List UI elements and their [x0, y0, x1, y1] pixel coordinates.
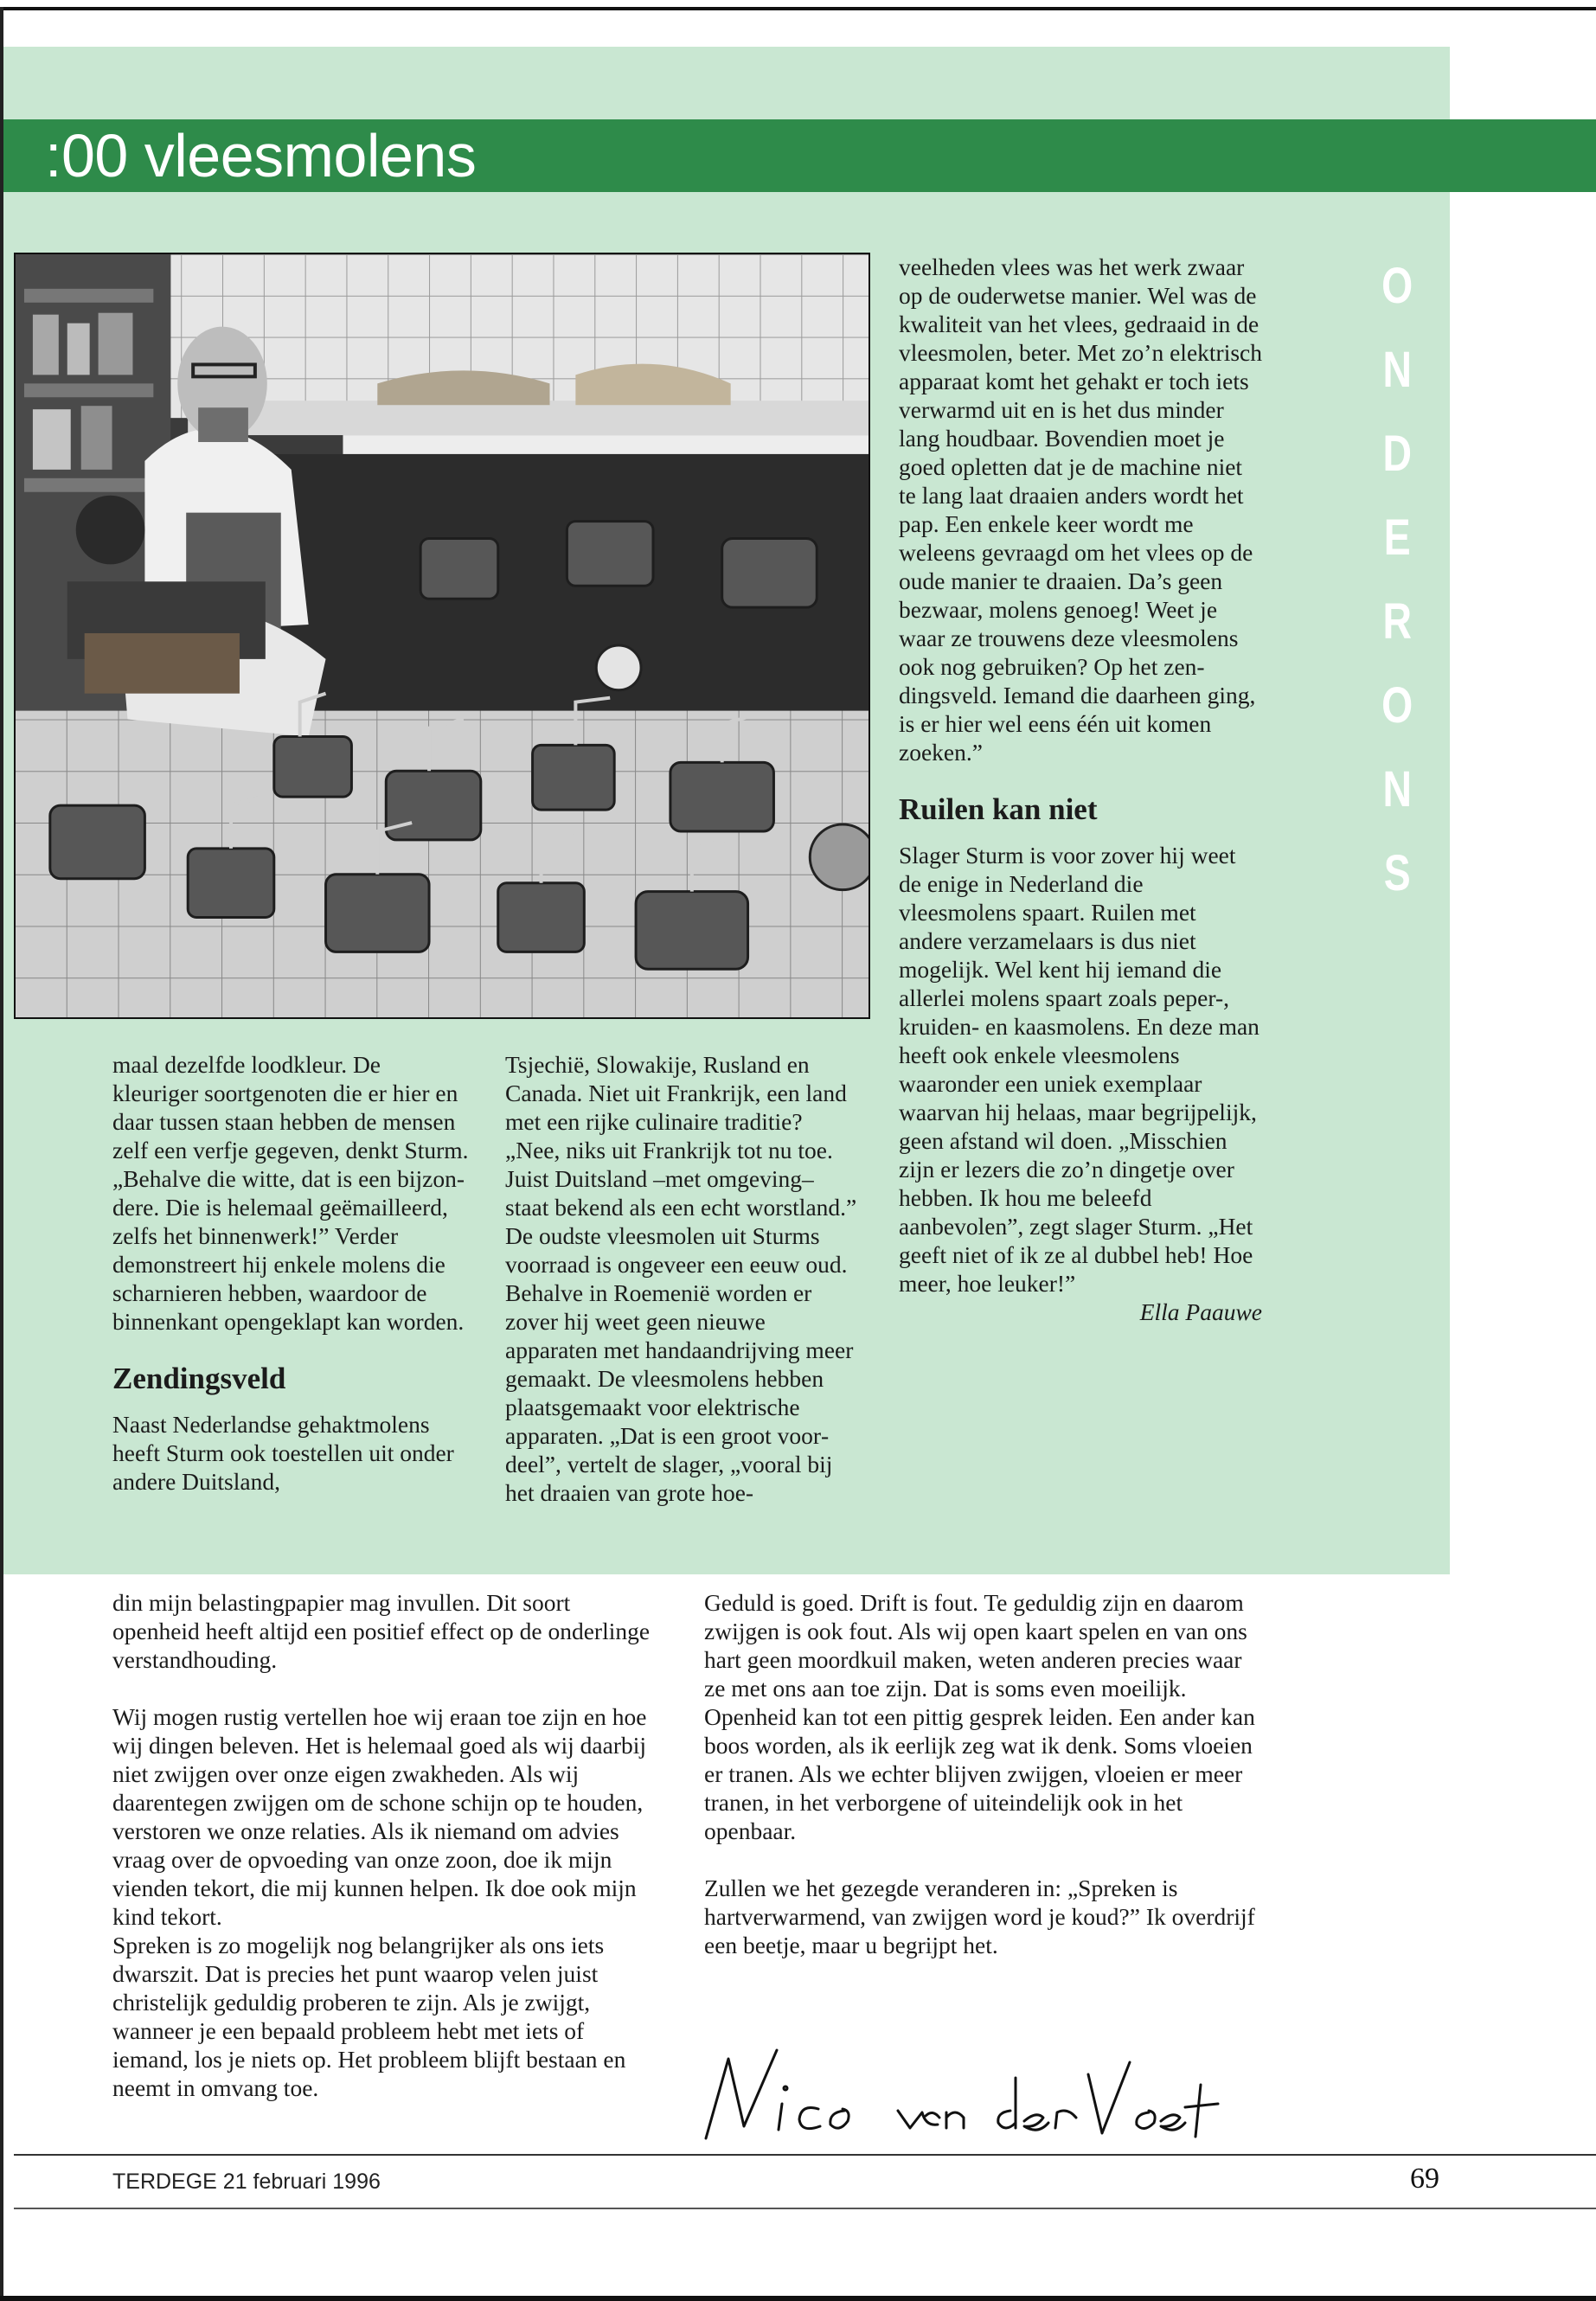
photo-illustration [16, 254, 869, 1017]
page-frame-bottom [0, 2296, 1596, 2301]
butcher-with-meat-grinders-photo [14, 253, 870, 1019]
column-paragraph: Wij mogen rustig vertellen hoe wij eraan toe zijn en hoe wij dingen beleven. Het is helemaal goed als wij daarbij niet zwijgen over onze eigen zwakheden. Als wij daarentegen zwijgen om de schone schijn op te houden, verstoren we onze relaties. Als ik niemand om advies vraag over de opvoeding van onze zoon, doe ik mijn vienden tekort, die mij kunnen helpen. Ik doe ook mijn kind tekort. [112, 1703, 647, 1930]
article-column-2 [505, 1050, 860, 1507]
signature-drawing [699, 2043, 1235, 2147]
section-label-letter: O [1381, 258, 1414, 314]
subheading-ruilen-kan-niet: Ruilen kan niet [899, 792, 1098, 826]
section-label-letter: D [1382, 426, 1413, 482]
article-column-1 [112, 1050, 471, 1496]
publication-credit: TERDEGE 21 februari 1996 [112, 2170, 381, 2194]
page-frame-top [0, 7, 1596, 10]
section-label-letter: O [1381, 677, 1414, 734]
column-paragraph: Zullen we het gezegde veranderen in: „Spreken is hartverwarmend, van zwijgen word je koud?” Ik overdrijf een beetje, maar u begrijpt het. [704, 1875, 1255, 1958]
article-paragraph: veelheden vlees was het werk zwaar op de ouderwetse manier. Wel was de kwaliteit van het vlees, gedraaid in de vleesmolen, beter. Met zo’n elektrisch apparaat komt het gehakt er toch iets verwarmd uit en is het dus minder lang houdbaar. Bovendien moet je goed opletten dat je de machine niet te lang laat draaien anders wordt het pap. Een enkele keer wordt me weleens gevraagd om het vlees op de oude manier te draaien. Da’s geen bezwaar, molens genoeg! Weet je waar ze trouwens deze vleesmolens ook nog gebruiken? Op het zendingsveld. Iemand die daarheen ging, is er hier wel eens één uit komen zoeken.” [899, 253, 1262, 766]
author-credit: Ella Paauwe [1139, 1298, 1262, 1325]
column-text-left [112, 1588, 657, 2102]
footer-rule-bottom [14, 2208, 1596, 2209]
article-paragraph: Slager Sturm is voor zover hij weet de enige in Nederland die vleesmolens spaart. Ruilen met andere verzamelaars is dus niet mogelijk. Wel kent hij iemand die allerlei molens spaart zoals peper-, kruiden- en kaasmolens. En deze man heeft ook enkele vleesmolens waaronder een uniek exemplaar waarvan hij helaas, maar begrijpelijk, geen afstand wil doen. „Misschien zijn er lezers die zo’n dingetje over hebben. Ik hou me beleefd aanbevolen”, zegt slager Sturm. „Het geeft niet of ik ze al dubbel heb! Hoe meer, hoe leuker!” [899, 842, 1259, 1297]
subheading-zendingsveld: Zendingsveld [112, 1362, 286, 1395]
section-label-letter: E [1383, 510, 1413, 566]
page-title: :00 vleesmolens [45, 122, 477, 189]
section-label-letter: N [1382, 761, 1413, 817]
section-label-letter: S [1383, 845, 1413, 901]
column-paragraph: Spreken is zo mogelijk nog belangrijker als ons iets dwarszit. Dat is precies het punt waarop velen juist christelijk geduldig proberen te zijn. Als je zwijgt, wanneer je een bepaald probleem hebt met iets of iemand, los je niets op. Het probleem blijft bestaan en neemt in omvang toe. [112, 1932, 626, 2101]
column-text-right [704, 1588, 1258, 1959]
article-column-3 [899, 253, 1262, 1326]
column-paragraph: din mijn belastingpapier mag invullen. Dit soort openheid heeft altijd een positief effect op de onderlinge verstandhouding. [112, 1589, 651, 1673]
section-label-letter: N [1382, 342, 1413, 398]
handwritten-signature [699, 2043, 1235, 2147]
section-label-letter: R [1382, 593, 1413, 650]
footer-rule [14, 2154, 1596, 2156]
section-label-onderons [1363, 244, 1433, 919]
article-paragraph: maal dezelfde loodkleur. De kleuriger soortgenoten die er hier en daar tussen staan hebben de mensen zelf een verfje gegeven, denkt Sturm. „Behalve die witte, dat is een bijzondere. Die is helemaal geëmailleerd, zelfs het binnenwerk!” Verder demonstreert hij enkele molens die scharnieren hebben, waardoor de binnenkant opengeklapt kan worden. [112, 1051, 469, 1335]
column-paragraph: Geduld is goed. Drift is fout. Te geduldig zijn en daarom zwijgen is ook fout. Als wij open kaart spelen en van ons hart geen moordkuil maken, weten anderen precies waar ze met ons aan toe zijn. Dat is soms even moeilijk. Openheid kan tot een pittig gesprek leiden. Een ander kan boos worden, als ik eerlijk zeg wat ik denk. Soms vloeien er tranen. Als we echter blijven zwijgen, vloeien er meer tranen, in het verborgene of uiteindelijk ook in het openbaar. [704, 1589, 1255, 1844]
article-paragraph: Tsjechië, Slowakije, Rusland en Canada. Niet uit Frankrijk, een land met een rijke culinaire traditie? „Nee, niks uit Frankrijk tot nu toe. Juist Duitsland –met omgeving– staat bekend als een echt worstland.” De oudste vleesmolen uit Sturms voorraad is ongeveer een eeuw oud. Behalve in Roemenië worden er zover hij weet geen nieuwe apparaten met handaandrijving meer gemaakt. De vleesmolens hebben plaatsgemaakt voor elektrische apparaten. „Dat is een groot voordeel”, vertelt de slager, „vooral bij het draaien van grote hoe- [505, 1051, 857, 1506]
page-number: 69 [1410, 2163, 1439, 2195]
article-paragraph: Naast Nederlandse gehaktmolens heeft Sturm ook toestellen uit onder andere Duitsland, [112, 1411, 454, 1495]
